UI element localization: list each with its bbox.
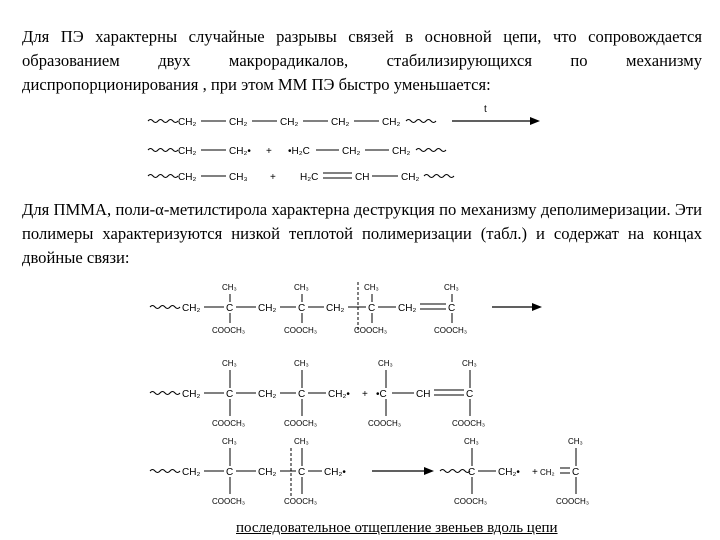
pmma-row-1 [150,282,542,335]
paragraph-pmma: Для ПММА, поли-α-метилстирола характерна деструкция по механизму деполимеризации. Эти полимеры характеризуются низкой теплотой полимеризации (табл.) и содержат на концах двойные связи: [22,200,702,267]
pmma-r3-radical-2: CH₂• [498,467,520,478]
pmma-row-2 [150,359,485,428]
pmma-r3-radical: CH₂• [324,467,346,478]
plus-sign: + [266,146,272,157]
pmma-r3-ch2-monomer: CH₂ [540,468,555,477]
pmma-r2-coo-3: COOCH₃ [368,419,402,428]
pmma-r1-c-1: C [226,303,234,314]
pmma-r1-coo-3: COOCH₃ [354,326,388,335]
pmma-r3-c-3: C [468,467,476,478]
pmma-r1-c-2: C [298,303,306,314]
pe-r1-ch2-4: CH₂ [331,117,350,128]
pe-r3-ch: CH [355,172,370,183]
pmma-r1-ch3-3: CH₃ [364,283,379,292]
pmma-r2-ch2-2: CH₂ [258,389,277,400]
pmma-r2-c-2: C [298,389,306,400]
pmma-r1-ch2-1: CH₂ [182,303,201,314]
pe-r3-ch2: CH₂ [178,172,197,183]
pmma-r1-ch2-4: CH₂ [398,303,417,314]
pmma-r3-coo-4: COOCH₃ [556,497,590,506]
pmma-r3-c-monomer: C [572,467,580,478]
pe-r2-ch2-b: CH₂ [342,146,361,157]
pmma-r2-ch2-1: CH₂ [182,389,201,400]
pmma-r3-ch2-1: CH₂ [182,467,201,478]
pmma-r2-ch3-1: CH₃ [222,359,237,368]
scheme-pmma [150,282,589,506]
pe-r2-ch2: CH₂ [178,146,197,157]
pmma-r2-coo-2: COOCH₃ [284,419,318,428]
pmma-r3-coo-3: COOCH₃ [454,497,488,506]
pe-r3-h2c: H₂C [300,172,319,183]
pmma-r1-ch2-3: CH₂ [326,303,345,314]
pmma-r1-ch3-1: CH₃ [222,283,237,292]
pmma-r2-radical: CH₂• [328,389,350,400]
pmma-r1-ch3-2: CH₃ [294,283,309,292]
scheme-caption: последовательное отщепление звеньев вдоль цепи [236,520,558,536]
pmma-r1-c-4: C [448,303,456,314]
pmma-r2-c-1: C [226,389,234,400]
pmma-r2-coo-4: COOCH₃ [452,419,486,428]
pe-row-3 [148,172,454,183]
pmma-r1-coo-4: COOCH₃ [434,326,468,335]
pe-r3-ch2-b: CH₂ [401,172,420,183]
pe-r2-radical: CH₂• [229,146,251,157]
pmma-r2-ch3-2: CH₃ [294,359,309,368]
pmma-r3-c-2: C [298,467,306,478]
pmma-r1-coo-1: COOCH₃ [212,326,246,335]
plus-sign: + [362,389,368,400]
pmma-r3-ch3-1: CH₃ [222,437,237,446]
pe-r1-ch2-5: CH₂ [382,117,401,128]
pe-row-1 [148,104,540,128]
pmma-r1-coo-2: COOCH₃ [284,326,318,335]
pe-r1-ch2-1: CH₂ [178,117,197,128]
paragraph-pe: Для ПЭ характерны случайные разрывы связей в основной цепи, что сопровождается образованием двух макрорадикалов, стабилизирующихся по механизму диспропорционирования , при этом ММ ПЭ быстро уменьшается: [22,27,702,94]
pmma-r2-c-4: C [466,389,474,400]
pe-row-2 [148,146,446,157]
plus-sign: + [270,172,276,183]
pe-r3-ch3: CH₃ [229,172,248,183]
pmma-r2-radical-c: •C [376,389,387,400]
pmma-r1-c-3: C [368,303,376,314]
pmma-r2-ch3-4: CH₃ [462,359,477,368]
pmma-r3-ch3-2: CH₃ [294,437,309,446]
pe-r2-radical-2: •H₂C [288,146,310,157]
plus-sign: + [532,467,538,478]
pmma-r3-ch3-4: CH₃ [568,437,583,446]
pe-r2-ch2-c: CH₂ [392,146,411,157]
pmma-r3-coo-2: COOCH₃ [284,497,318,506]
pmma-r3-ch2-2: CH₂ [258,467,277,478]
pmma-r3-coo-1: COOCH₃ [212,497,246,506]
pe-r1-ch2-2: CH₂ [229,117,248,128]
pe-arrow-label: t [484,104,487,115]
pmma-r2-ch3-3: CH₃ [378,359,393,368]
pmma-r3-c-1: C [226,467,234,478]
pmma-r2-coo-1: COOCH₃ [212,419,246,428]
pmma-r1-ch3-4: CH₃ [444,283,459,292]
pe-r1-ch2-3: CH₂ [280,117,299,128]
scheme-pe [148,104,540,183]
pmma-r2-ch: CH [416,389,431,400]
pmma-row-3 [150,437,589,506]
pmma-r1-ch2-2: CH₂ [258,303,277,314]
pmma-r3-ch3-3: CH₃ [464,437,479,446]
